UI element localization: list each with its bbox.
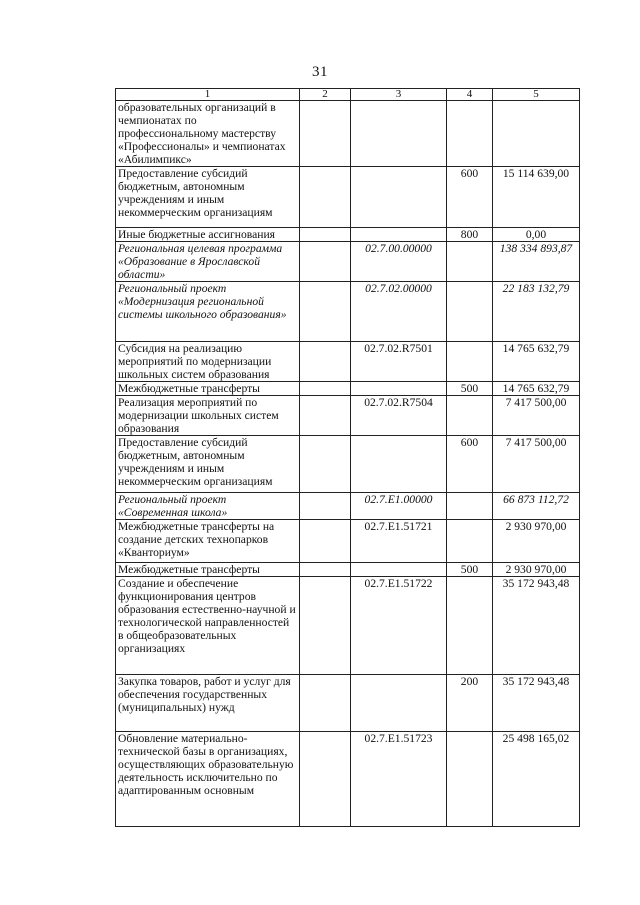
row-expense-type (447, 242, 493, 282)
row-code (351, 382, 447, 396)
table-row (116, 228, 580, 242)
row-col2 (300, 520, 351, 563)
row-col2 (300, 167, 351, 228)
row-code (351, 436, 447, 493)
row-name: образовательных организаций в чемпионатах по профессиональному мастерству «Профессионалы» и чемпионатах «Абилимпикс» (116, 101, 300, 167)
row-name: Обновление материально-технической базы в организациях, осуществляющих образовательную деятельность исключительно по адаптированным основным (116, 732, 300, 827)
row-name: Закупка товаров, работ и услуг для обеспечения государственных (муниципальных) нужд (116, 675, 300, 732)
row-amount: 66 873 112,72 (493, 493, 580, 520)
table-row (116, 577, 580, 675)
row-amount: 22 183 132,79 (493, 282, 580, 342)
row-col2 (300, 396, 351, 436)
row-expense-type (447, 396, 493, 436)
budget-table (115, 88, 580, 827)
row-name: Предоставление субсидий бюджетным, автономным учреждениям и иным некоммерческим организациям (116, 436, 300, 493)
table-row (116, 675, 580, 732)
table-row (116, 563, 580, 577)
row-name: Региональный проект «Модернизация региональной системы школьного образования» (116, 282, 300, 342)
row-expense-type (447, 282, 493, 342)
row-name: Межбюджетные трансферты (116, 382, 300, 396)
row-amount (493, 101, 580, 167)
table-row (116, 101, 580, 167)
row-name: Иные бюджетные ассигнования (116, 228, 300, 242)
row-code: 02.7.Е1.51723 (351, 732, 447, 827)
row-col2 (300, 675, 351, 732)
row-amount: 2 930 970,00 (493, 563, 580, 577)
column-header: 2 (300, 89, 351, 101)
row-expense-type: 800 (447, 228, 493, 242)
row-expense-type (447, 520, 493, 563)
row-name: Реализация мероприятий по модернизации школьных систем образования (116, 396, 300, 436)
row-expense-type: 600 (447, 167, 493, 228)
column-header: 5 (493, 89, 580, 101)
row-expense-type (447, 342, 493, 382)
row-amount: 15 114 639,00 (493, 167, 580, 228)
row-name: Создание и обеспечение функционирования центров образования естественно-научной и технологической направленностей в общеобразовательных организациях (116, 577, 300, 675)
row-col2 (300, 577, 351, 675)
row-amount: 7 417 500,00 (493, 436, 580, 493)
row-col2 (300, 436, 351, 493)
row-code: 02.7.Е1.51722 (351, 577, 447, 675)
row-amount: 138 334 893,87 (493, 242, 580, 282)
row-code: 02.7.Е1.00000 (351, 493, 447, 520)
row-expense-type: 500 (447, 563, 493, 577)
row-expense-type (447, 101, 493, 167)
table-row (116, 436, 580, 493)
table-row (116, 520, 580, 563)
row-col2 (300, 282, 351, 342)
table-row (116, 242, 580, 282)
row-expense-type (447, 577, 493, 675)
table-row (116, 342, 580, 382)
row-name: Предоставление субсидий бюджетным, автономным учреждениям и иным некоммерческим организациям (116, 167, 300, 228)
row-name: Субсидия на реализацию мероприятий по модернизации школьных систем образования (116, 342, 300, 382)
column-header: 4 (447, 89, 493, 101)
row-col2 (300, 101, 351, 167)
row-code (351, 228, 447, 242)
row-expense-type: 600 (447, 436, 493, 493)
table-row (116, 167, 580, 228)
row-amount: 25 498 165,02 (493, 732, 580, 827)
row-col2 (300, 732, 351, 827)
row-expense-type (447, 732, 493, 827)
row-code (351, 167, 447, 228)
row-code (351, 563, 447, 577)
row-col2 (300, 493, 351, 520)
table-row (116, 396, 580, 436)
row-amount: 14 765 632,79 (493, 382, 580, 396)
row-col2 (300, 563, 351, 577)
row-name: Межбюджетные трансферты на создание детских технопарков «Кванториум» (116, 520, 300, 563)
row-amount: 0,00 (493, 228, 580, 242)
column-header: 1 (116, 89, 300, 101)
row-amount: 2 930 970,00 (493, 520, 580, 563)
row-expense-type: 500 (447, 382, 493, 396)
row-col2 (300, 228, 351, 242)
row-code (351, 101, 447, 167)
row-col2 (300, 342, 351, 382)
row-expense-type: 200 (447, 675, 493, 732)
row-code: 02.7.02.R7504 (351, 396, 447, 436)
row-amount: 7 417 500,00 (493, 396, 580, 436)
header-row (116, 89, 580, 101)
table-row (116, 282, 580, 342)
row-code: 02.7.00.00000 (351, 242, 447, 282)
row-code: 02.7.Е1.51721 (351, 520, 447, 563)
table-row (116, 732, 580, 827)
row-amount: 35 172 943,48 (493, 577, 580, 675)
row-code (351, 675, 447, 732)
row-name: Межбюджетные трансферты (116, 563, 300, 577)
row-name: Региональный проект «Современная школа» (116, 493, 300, 520)
row-col2 (300, 242, 351, 282)
table-row (116, 382, 580, 396)
column-header: 3 (351, 89, 447, 101)
row-amount: 14 765 632,79 (493, 342, 580, 382)
row-col2 (300, 382, 351, 396)
row-code: 02.7.02.R7501 (351, 342, 447, 382)
row-expense-type (447, 493, 493, 520)
table-row (116, 493, 580, 520)
page-number: 31 (312, 64, 328, 80)
row-amount: 35 172 943,48 (493, 675, 580, 732)
row-name: Региональная целевая программа «Образование в Ярославской области» (116, 242, 300, 282)
row-code: 02.7.02.00000 (351, 282, 447, 342)
